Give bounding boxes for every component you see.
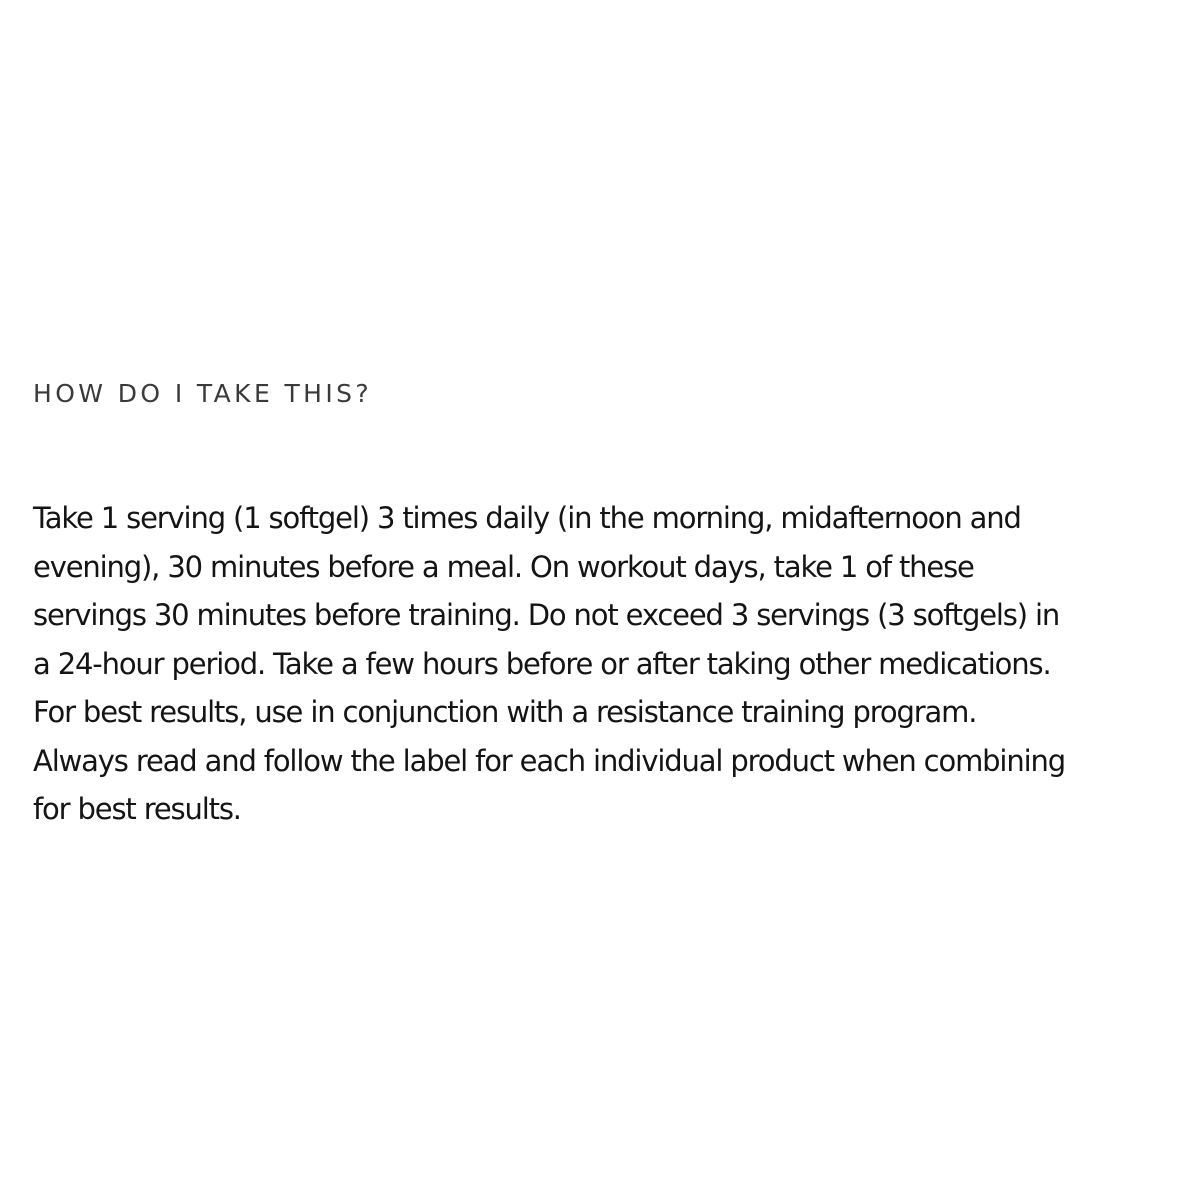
- directions-line: Always read and follow the label for each individual product when combining: [33, 743, 1065, 778]
- directions-line: servings 30 minutes before training. Do not exceed 3 servings (3 softgels) in: [33, 598, 1060, 632]
- directions-line: a 24-hour period. Take a few hours before or after taking other medications.: [33, 646, 1051, 681]
- directions-paragraph: [33, 494, 1065, 834]
- directions-line: for best results.: [33, 792, 241, 826]
- directions-line: For best results, use in conjunction with a resistance training program.: [33, 695, 977, 729]
- section-heading: HOW DO I TAKE THIS?: [33, 379, 373, 408]
- directions-line: evening), 30 minutes before a meal. On workout days, take 1 of these: [33, 549, 974, 584]
- directions-line: Take 1 serving (1 softgel) 3 times daily (in the morning, midafternoon and: [33, 501, 1021, 535]
